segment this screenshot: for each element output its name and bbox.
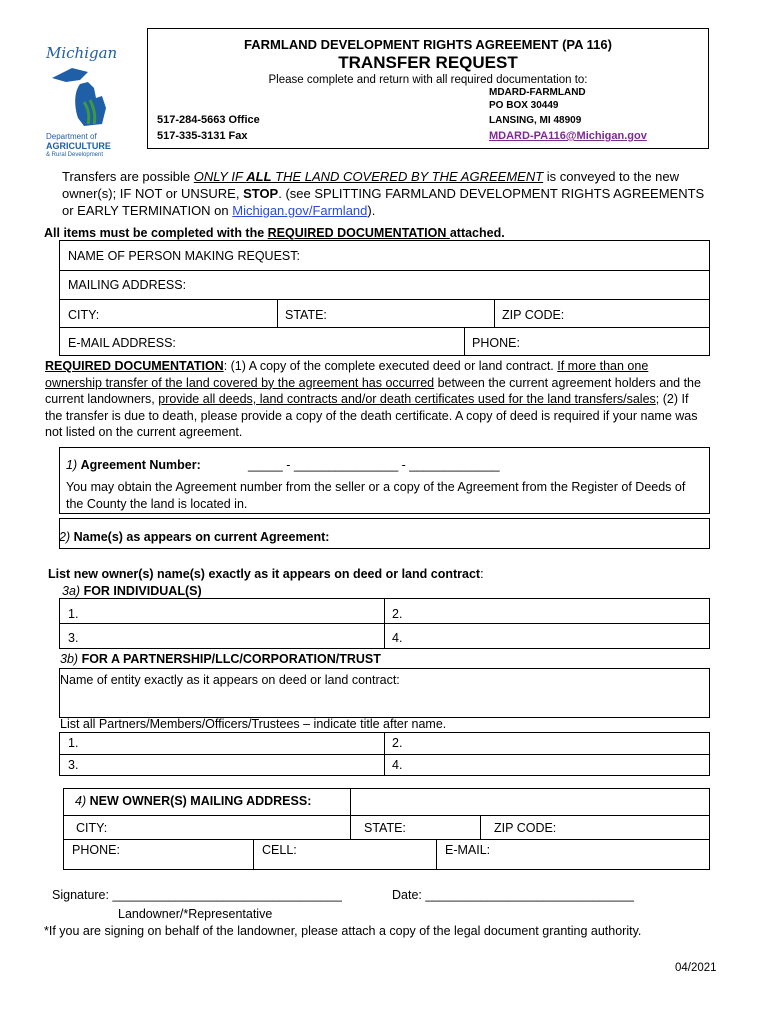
farmland-link[interactable]: Michigan.gov/Farmland <box>232 203 368 218</box>
new-cell-field[interactable]: CELL: <box>262 843 297 857</box>
requester-city-field[interactable]: CITY: <box>68 308 100 322</box>
requester-name-field[interactable]: NAME OF PERSON MAKING REQUEST: <box>68 249 300 263</box>
current-names-row <box>59 530 329 544</box>
partner-2-field[interactable]: 2. <box>392 736 403 750</box>
new-email-field[interactable]: E-MAIL: <box>445 843 491 857</box>
required-documentation-paragraph <box>45 358 705 441</box>
form-subtitle: TRANSFER REQUEST <box>338 53 518 72</box>
mdard-logo <box>40 44 120 162</box>
michigan-map-icon <box>44 62 118 130</box>
new-owners-heading-colon: : <box>480 567 484 581</box>
individual-2-field[interactable]: 2. <box>392 607 403 621</box>
partners-label: List all Partners/Members/Officers/Trustees – indicate title after name. <box>60 717 447 731</box>
entity-name-label: Name of entity exactly as it appears on deed or land contract: <box>60 673 400 687</box>
signature-role: Landowner/*Representative <box>118 907 273 921</box>
req-doc-t4: provide all deeds, land contracts and/or death certificates used for the land transfers/sales <box>158 392 656 406</box>
individuals-label: FOR INDIVIDUAL(S) <box>83 584 202 598</box>
office-phone: 517-284-5663 Office <box>157 114 260 126</box>
req-doc-heading: REQUIRED DOCUMENTATION <box>45 359 224 373</box>
agreement-number-note: You may obtain the Agreement number from the seller or a copy of the Agreement from the Register of Deeds of the County the land is located in. <box>66 480 686 511</box>
intro-close: ). <box>367 203 376 218</box>
date-field[interactable]: Date: ______________________________ <box>392 888 634 902</box>
representative-note: *If you are signing on behalf of the landowner, please attach a copy of the legal document granting authority. <box>44 924 642 938</box>
requester-phone-field[interactable]: PHONE: <box>472 336 520 350</box>
required-notice-c: attached. <box>449 226 505 240</box>
new-address-label: NEW OWNER(S) MAILING ADDRESS: <box>89 794 312 808</box>
address-line-3: LANSING, MI 48909 <box>489 115 582 126</box>
intro-text-1: Transfers are possible <box>62 169 194 184</box>
entity-label: FOR A PARTNERSHIP/LLC/CORPORATION/TRUST <box>81 652 381 666</box>
individuals-index: 3a) <box>62 584 81 598</box>
new-city-field[interactable]: CITY: <box>76 821 108 835</box>
required-notice <box>44 226 505 240</box>
logo-agriculture-text: AGRICULTURE <box>46 141 111 151</box>
req-doc-t5: ; (2) If the transfer is due to death, please provide a copy of the death certificate. A copy of deed is required if your name was not listed on the current agreement. <box>45 392 698 439</box>
new-zip-field[interactable]: ZIP CODE: <box>494 821 557 835</box>
agreement-number-index: 1) <box>66 458 78 472</box>
form-title: FARMLAND DEVELOPMENT RIGHTS AGREEMENT (PA 116) <box>244 37 612 52</box>
intro-stop: STOP <box>243 186 279 201</box>
partner-1-field[interactable]: 1. <box>68 736 79 750</box>
new-address-field[interactable] <box>352 790 708 813</box>
agreement-number-field[interactable]: _____ - _______________ - _____________ <box>248 458 500 472</box>
requester-email-field[interactable]: E-MAIL ADDRESS: <box>68 336 176 350</box>
new-owners-heading <box>48 567 484 581</box>
agreement-number-label: Agreement Number: <box>80 458 201 472</box>
individual-1-field[interactable]: 1. <box>68 607 79 621</box>
requester-mailing-field[interactable]: MAILING ADDRESS: <box>68 278 187 292</box>
logo-michigan-text: Michigan <box>46 44 118 62</box>
req-doc-t3: between the current agreement holders and the current landowners, <box>45 375 701 406</box>
revision-date: 04/2021 <box>675 962 717 974</box>
intro-all: ALL <box>246 169 272 184</box>
return-instruction: Please complete and return with all required documentation to: <box>268 74 588 86</box>
intro-italic-2: THE LAND COVERED BY THE AGREEMENT <box>271 169 544 184</box>
fax-number: 517-335-3131 Fax <box>157 130 248 142</box>
new-address-index: 4) <box>75 794 87 808</box>
intro-text-2: is conveyed to the new owner(s); IF NOT or UNSURE, <box>62 169 680 201</box>
intro-italic-1: ONLY IF <box>193 169 247 184</box>
signature-field[interactable]: Signature: _________________________________ <box>52 888 342 902</box>
new-address-heading <box>75 794 311 808</box>
logo-department-text: Department of <box>46 132 97 141</box>
address-line-2: PO BOX 30449 <box>489 100 559 111</box>
new-phone-field[interactable]: PHONE: <box>72 843 120 857</box>
email-link[interactable]: MDARD-PA116@Michigan.gov <box>489 130 647 142</box>
address-line-1: MDARD-FARMLAND <box>489 87 586 98</box>
intro-text-3: . (see SPLITTING FARMLAND DEVELOPMENT RIGHTS AGREEMENTS or EARLY TERMINATION on <box>62 186 705 218</box>
agreement-number-row <box>66 458 201 472</box>
req-doc-t2: If more than one ownership transfer of the land covered by the agreement has occurred <box>45 359 649 390</box>
required-notice-a: All items must be completed with the <box>44 226 268 240</box>
requester-zip-field[interactable]: ZIP CODE: <box>502 308 565 322</box>
new-state-field[interactable]: STATE: <box>364 821 406 835</box>
individuals-subheading <box>62 584 202 598</box>
partner-3-field[interactable]: 3. <box>68 758 79 772</box>
requester-state-field[interactable]: STATE: <box>285 308 327 322</box>
required-notice-b: REQUIRED DOCUMENTATION <box>267 226 450 240</box>
partner-4-field[interactable]: 4. <box>392 758 403 772</box>
entity-index: 3b) <box>60 652 79 666</box>
current-names-label: Name(s) as appears on current Agreement: <box>73 530 330 544</box>
entity-subheading <box>60 652 381 666</box>
current-names-index: 2) <box>59 530 71 544</box>
req-doc-t1: : (1) A copy of the complete executed deed or land contract. <box>223 359 558 373</box>
intro-paragraph <box>62 168 707 219</box>
logo-rural-text: & Rural Development <box>46 152 104 158</box>
individual-4-field[interactable]: 4. <box>392 631 403 645</box>
new-owners-heading-text: List new owner(s) name(s) exactly as it appears on deed or land contract <box>48 567 481 581</box>
individual-3-field[interactable]: 3. <box>68 631 79 645</box>
